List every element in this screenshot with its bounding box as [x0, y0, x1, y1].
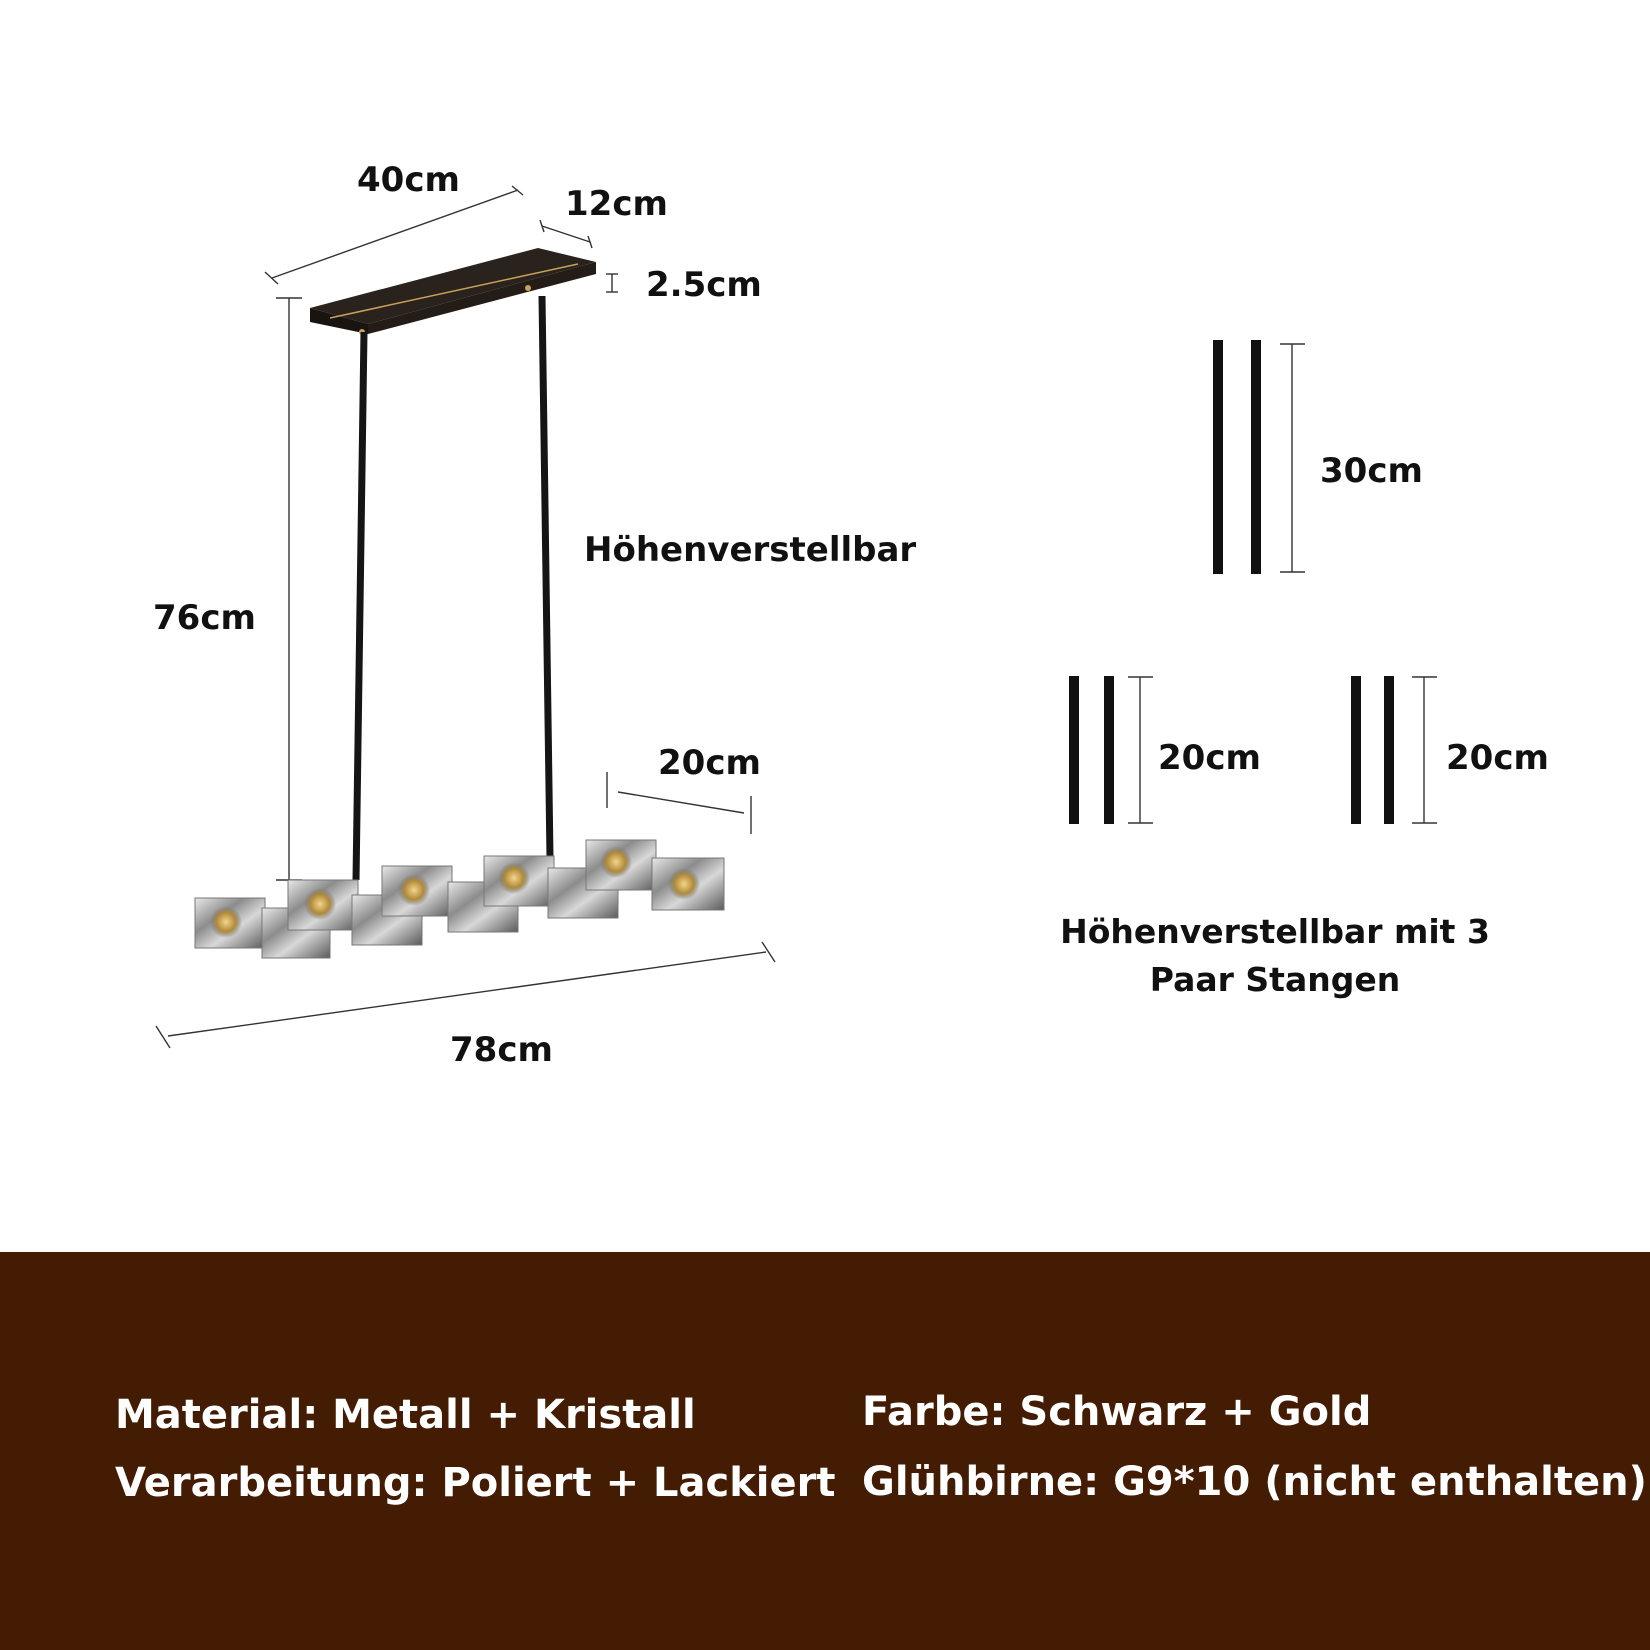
spec-material: Material: Metall + Kristall — [115, 1392, 696, 1438]
spec-color: Farbe: Schwarz + Gold — [862, 1389, 1372, 1435]
spec-finish: Verarbeitung: Poliert + Lackiert — [115, 1460, 836, 1506]
dim-line-depth — [542, 226, 590, 242]
suspension-rod-left — [356, 332, 364, 880]
label-depth: 12cm — [565, 184, 668, 224]
rods-caption-line1: Höhenverstellbar mit 3 — [1060, 912, 1490, 951]
dim-line-cube-span — [618, 792, 744, 813]
label-cube-span: 20cm — [658, 743, 761, 783]
label-length: 78cm — [450, 1030, 553, 1070]
label-rod-20b: 20cm — [1446, 738, 1549, 778]
label-total-height: 76cm — [153, 598, 256, 638]
label-rod-30: 30cm — [1320, 451, 1423, 491]
spec-bulb: Glühbirne: G9*10 (nicht enthalten) — [862, 1459, 1647, 1505]
chandelier-illustration — [195, 248, 724, 958]
crystal-cubes — [195, 840, 724, 958]
label-height-adjustable: Höhenverstellbar — [584, 530, 917, 570]
label-canopy-height: 2.5cm — [646, 265, 762, 305]
spec-band — [0, 1252, 1650, 1650]
label-width: 40cm — [357, 160, 460, 200]
label-rod-20a: 20cm — [1158, 738, 1261, 778]
dim-line-length — [168, 952, 766, 1036]
suspension-rod-right — [542, 296, 550, 858]
rods-caption-line2: Paar Stangen — [1149, 960, 1401, 999]
